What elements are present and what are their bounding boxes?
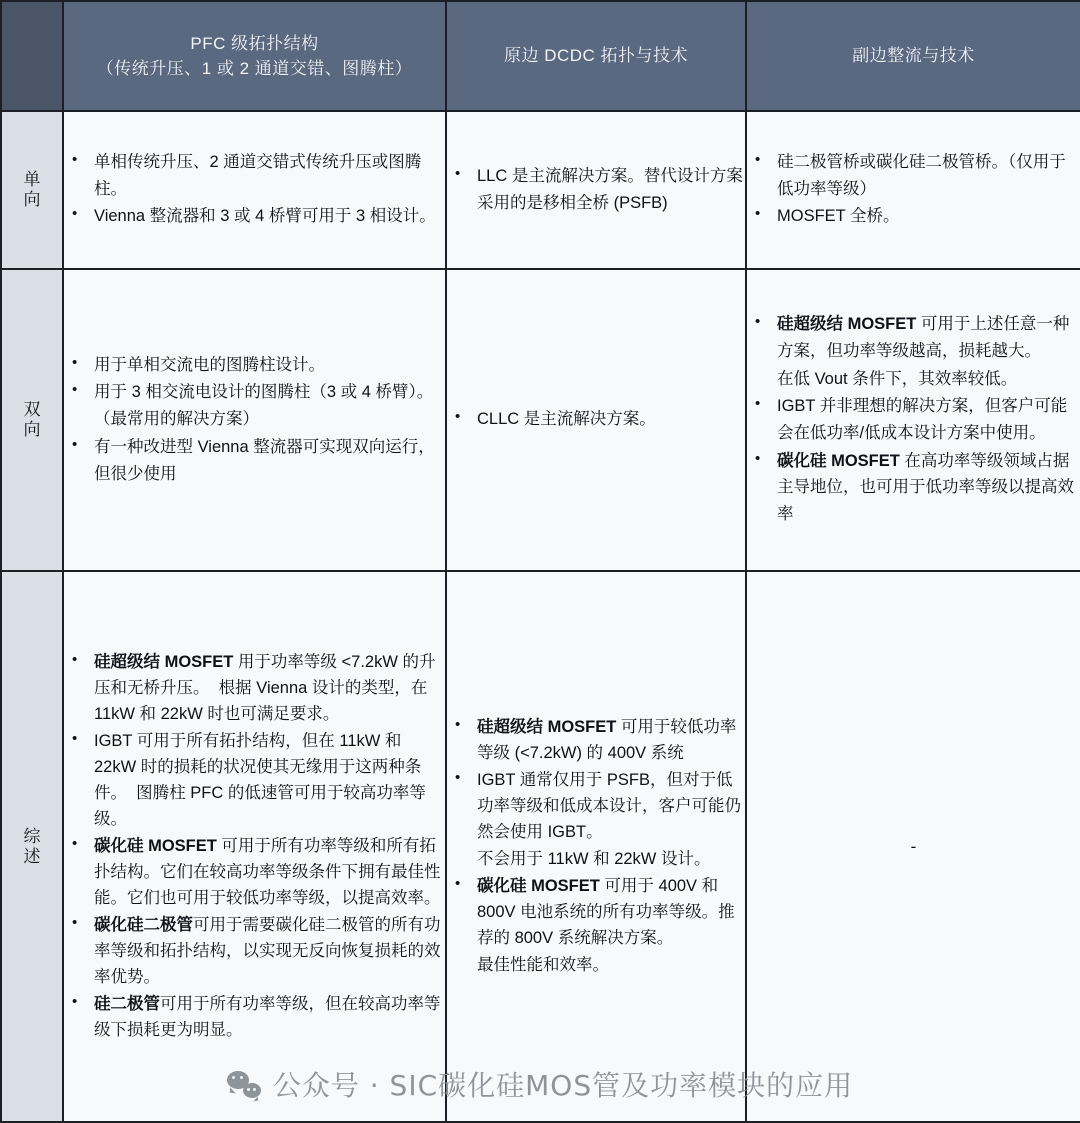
cell-unidirectional-pfc bbox=[63, 111, 446, 269]
list-item: • CLLC 是主流解决方案。 bbox=[477, 406, 745, 433]
watermark-text: 公众号 · SIC碳化硅MOS管及功率模块的应用 bbox=[272, 1069, 854, 1102]
table-row-bidirectional bbox=[1, 269, 1080, 571]
list-item: • IGBT 并非理想的解决方案，但客户可能会在低功率/低成本设计方案中使用。 bbox=[777, 393, 1080, 446]
bullet-list bbox=[447, 714, 745, 979]
bullet-list bbox=[747, 149, 1080, 230]
column-header-primary-dcdc bbox=[446, 1, 746, 111]
list-item: • 硅超级结 MOSFET 用于功率等级 <7.2kW 的升压和无桥升压。 根据 Vienna 设计的类型，在 11kW 和 22kW 时也可满足要求。 bbox=[94, 649, 445, 727]
column-header-secondary-rectification-line1: 副边整流与技术 bbox=[852, 46, 975, 66]
list-item: • 碳化硅 MOSFET 可用于 400V 和 800V 电池系统的所有功率等级。推荐的 800V 系统解决方案。 bbox=[477, 873, 745, 951]
list-item: • 硅二极管桥或碳化硅二极管桥。（仅用于低功率等级） bbox=[777, 149, 1080, 202]
list-item: 最佳性能和效率。 bbox=[477, 956, 609, 975]
header-corner-cell bbox=[1, 1, 63, 111]
table-header-row bbox=[1, 1, 1080, 111]
cell-summary-pfc bbox=[63, 571, 446, 1122]
bullet-list bbox=[64, 649, 445, 1044]
list-item: • 硅超级结 MOSFET 可用于较低功率等级 (<7.2kW) 的 400V 系统 bbox=[477, 714, 745, 766]
list-item: • 硅二极管可用于所有功率等级，但在较高功率等级下损耗更为明显。 bbox=[94, 991, 445, 1043]
bullet-list bbox=[447, 406, 745, 433]
bullet-list bbox=[64, 352, 445, 488]
cell-summary-sr: - bbox=[746, 571, 1080, 1122]
cell-unidirectional-sr bbox=[746, 111, 1080, 269]
cell-bidirectional-pfc bbox=[63, 269, 446, 571]
column-header-secondary-rectification bbox=[746, 1, 1080, 111]
list-item: • 用于 3 相交流电设计的图腾柱（3 或 4 桥臂）。（最常用的解决方案） bbox=[94, 379, 445, 432]
column-header-primary-dcdc-line1: 原边 DCDC 拓扑与技术 bbox=[503, 46, 689, 66]
bullet-list bbox=[447, 163, 745, 216]
row-label-bidirectional: 双向 bbox=[1, 269, 63, 571]
row-label-summary: 综述 bbox=[1, 571, 63, 1122]
list-item: 不会用于 11kW 和 22kW 设计。 bbox=[477, 850, 711, 868]
list-item: • 有一种改进型 Vienna 整流器可实现双向运行，但很少使用 bbox=[94, 434, 445, 487]
list-item: • 碳化硅 MOSFET 可用于所有功率等级和所有拓扑结构。它们在较高功率等级条件下拥有最佳性能。它们也可用于较低功率等级，以提高效率。 bbox=[94, 833, 445, 911]
list-item: • IGBT 可用于所有拓扑结构，但在 11kW 和 22kW 时的损耗的状况使其无缘用于这两种条件。 图腾柱 PFC 的低速管可用于较高功率等级。 bbox=[94, 728, 445, 832]
list-item: • MOSFET 全桥。 bbox=[777, 203, 1080, 230]
cell-summary-dcdc bbox=[446, 571, 746, 1122]
bullet-list bbox=[64, 149, 445, 230]
table-row-unidirectional bbox=[1, 111, 1080, 269]
column-header-pfc-line2: （传统升压、1 或 2 通道交错、图腾柱） bbox=[96, 59, 413, 78]
column-header-pfc-line1: PFC 级拓扑结构 bbox=[190, 33, 319, 53]
list-item: • 用于单相交流电的图腾柱设计。 bbox=[94, 352, 445, 379]
row-label-unidirectional: 单向 bbox=[1, 111, 63, 269]
column-header-pfc bbox=[63, 1, 446, 111]
list-item: • 单相传统升压、2 通道交错式传统升压或图腾柱。 bbox=[94, 149, 445, 202]
table-row-summary bbox=[1, 571, 1080, 1122]
bullet-list bbox=[747, 311, 1080, 528]
list-item: • 碳化硅二极管可用于需要碳化硅二极管的所有功率等级和拓扑结构，以实现无反向恢复损耗的效率优势。 bbox=[94, 912, 445, 990]
list-item: • Vienna 整流器和 3 或 4 桥臂可用于 3 相设计。 bbox=[94, 203, 445, 230]
cell-bidirectional-sr bbox=[746, 269, 1080, 571]
list-item: 在低 Vout 条件下，其效率较低。 bbox=[777, 369, 1018, 388]
cell-bidirectional-dcdc bbox=[446, 269, 746, 571]
list-item: • 碳化硅 MOSFET 在高功率等级领域占据主导地位，也可用于低功率等级以提高效率 bbox=[777, 448, 1080, 528]
cell-unidirectional-dcdc bbox=[446, 111, 746, 269]
list-item: • LLC 是主流解决方案。替代设计方案采用的是移相全桥 (PSFB) bbox=[477, 163, 745, 216]
list-item: • IGBT 通常仅用于 PSFB，但对于低功率等级和低成本设计，客户可能仍然会使用 IGBT。 bbox=[477, 767, 745, 845]
list-item: • 硅超级结 MOSFET 可用于上述任意一种方案，但功率等级越高，损耗越大。 bbox=[777, 311, 1080, 364]
